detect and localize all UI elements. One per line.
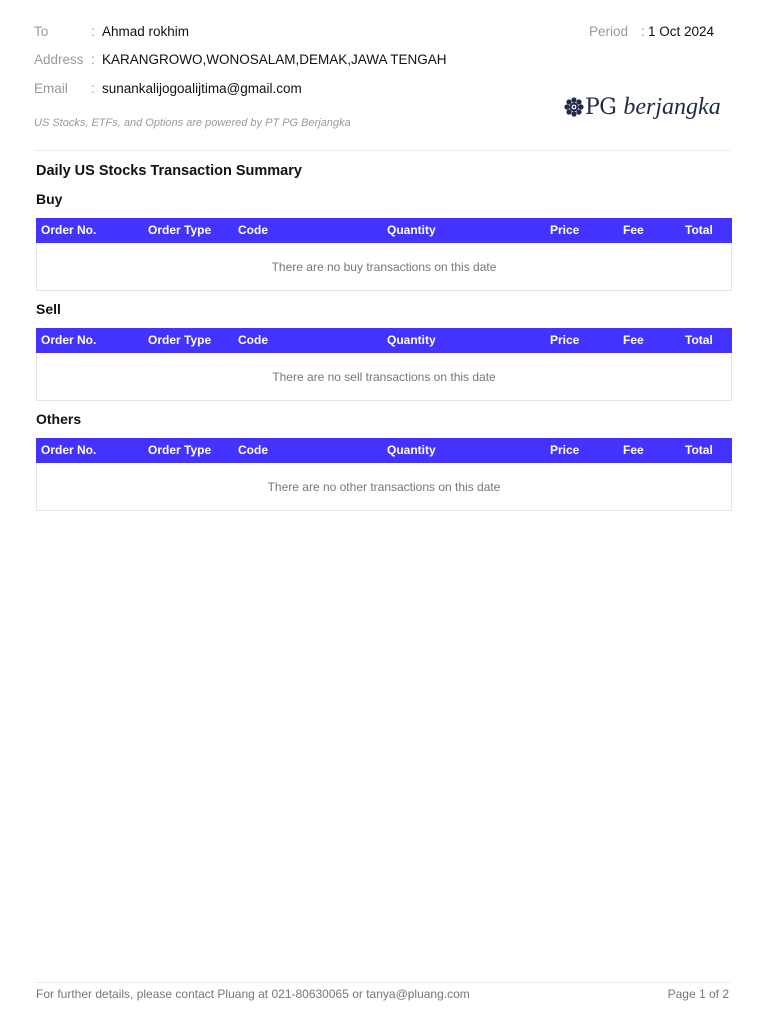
column-order-no: Order No. [41, 223, 97, 237]
email-separator: : [91, 80, 95, 96]
sell-section-title: Sell [36, 301, 61, 317]
recipient-email: sunankalijogoalijtima@gmail.com [102, 80, 302, 96]
statement-header [34, 0, 734, 151]
buy-section-title: Buy [36, 191, 63, 207]
period-value: 1 Oct 2024 [648, 23, 715, 39]
recipient-name: Ahmad rokhim [102, 23, 190, 39]
footer-divider [36, 982, 730, 983]
column-code: Code [238, 223, 268, 237]
recipient-email-row [34, 78, 302, 98]
logo-pg-text: PG [585, 94, 617, 120]
column-code: Code [238, 443, 268, 457]
address-label: Address [34, 51, 84, 67]
column-price: Price [550, 223, 580, 237]
period-label: Period [589, 23, 629, 39]
column-order-no: Order No. [41, 443, 97, 457]
table-header-row [36, 438, 732, 463]
sell-empty-message: There are no sell transactions on this date [272, 369, 496, 384]
page-number: Page 1 of 2 [667, 987, 729, 1001]
sell-transactions-table [36, 328, 732, 401]
page-title: Daily US Stocks Transaction Summary [36, 163, 302, 179]
column-price: Price [550, 443, 580, 457]
column-price: Price [550, 333, 580, 347]
buy-empty-message: There are no buy transactions on this date [271, 259, 497, 274]
column-order-no: Order No. [41, 333, 97, 347]
column-fee: Fee [623, 333, 644, 347]
others-empty-message: There are no other transactions on this date [267, 479, 501, 494]
column-quantity: Quantity [387, 443, 436, 457]
column-total: Total [685, 333, 713, 347]
empty-state-row [36, 353, 732, 401]
others-transactions-table [36, 438, 732, 511]
company-logo [564, 90, 721, 124]
column-quantity: Quantity [387, 223, 436, 237]
address-separator: : [91, 51, 95, 67]
recipient-address: KARANGROWO,WONOSALAM,DEMAK,JAWA TENGAH [102, 51, 447, 67]
buy-transactions-table [36, 218, 732, 291]
recipient-address-row [34, 49, 447, 69]
column-fee: Fee [623, 443, 644, 457]
period-separator: : [641, 23, 645, 39]
column-order-type: Order Type [148, 223, 212, 237]
to-separator: : [91, 23, 95, 39]
column-code: Code [238, 333, 268, 347]
table-header-row [36, 328, 732, 353]
column-order-type: Order Type [148, 443, 212, 457]
column-total: Total [685, 443, 713, 457]
header-divider [34, 150, 730, 151]
table-header-row [36, 218, 732, 243]
logo-word-text: berjangka [623, 93, 721, 120]
footer-contact-info: For further details, please contact Pluang at 021-80630065 or tanya@pluang.com [36, 987, 470, 1001]
column-fee: Fee [623, 223, 644, 237]
column-quantity: Quantity [387, 333, 436, 347]
column-order-type: Order Type [148, 333, 212, 347]
period-row [589, 21, 714, 41]
others-section-title: Others [36, 411, 82, 427]
email-label: Email [34, 80, 68, 96]
powered-by-note: US Stocks, ETFs, and Options are powered by PT PG Berjangka [34, 117, 351, 129]
flower-emblem-icon [564, 97, 584, 117]
empty-state-row [36, 243, 732, 291]
recipient-to-row [34, 21, 189, 41]
column-total: Total [685, 223, 713, 237]
empty-state-row [36, 463, 732, 511]
to-label: To [34, 23, 49, 39]
